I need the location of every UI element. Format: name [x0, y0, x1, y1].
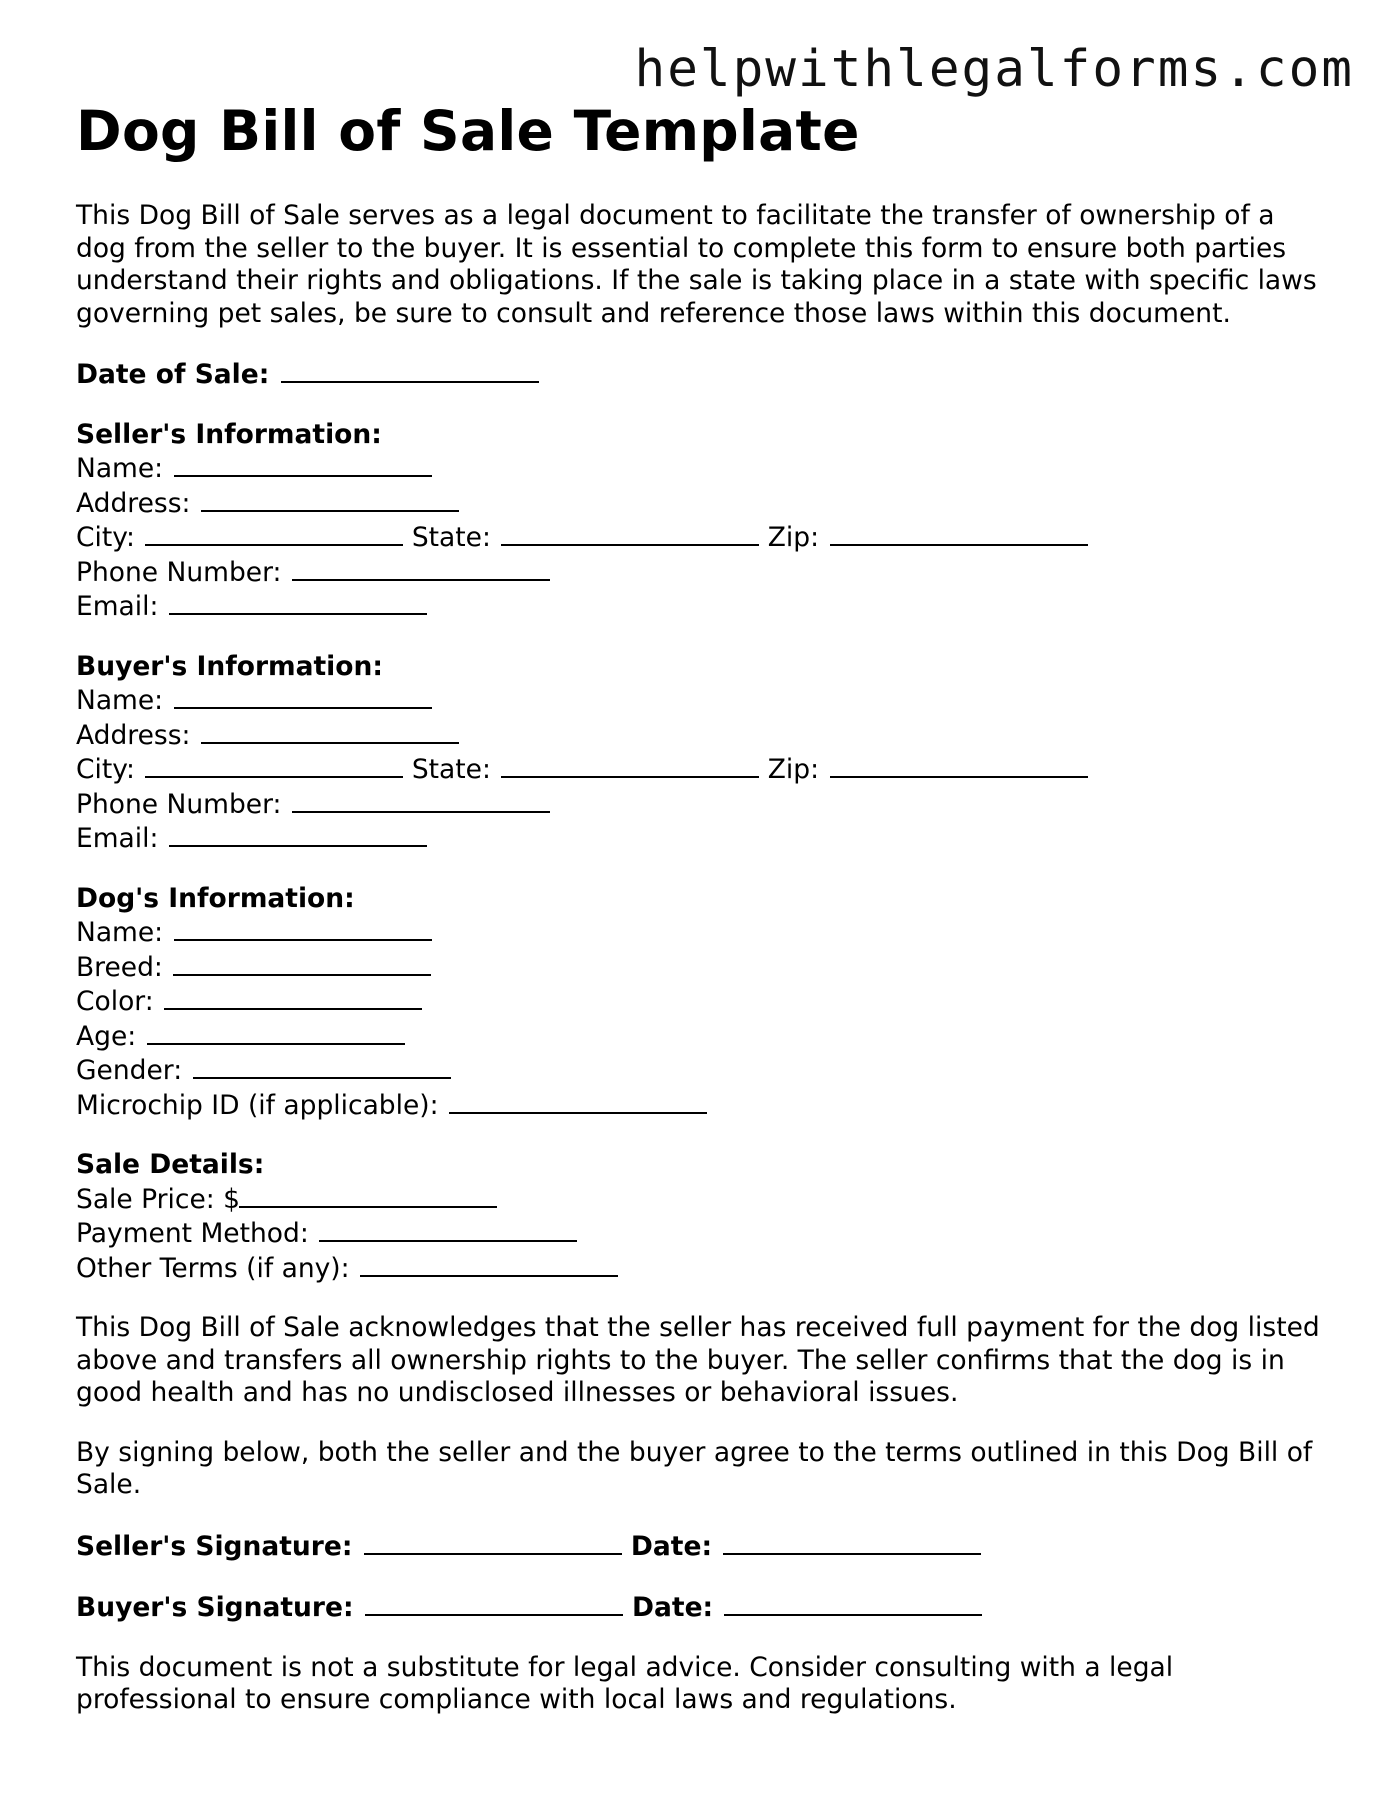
- dog-name-field[interactable]: [174, 915, 432, 941]
- seller-phone-field[interactable]: [292, 555, 550, 581]
- buyer-phone-row: [76, 787, 1326, 822]
- date-of-sale-field[interactable]: [281, 357, 539, 383]
- buyer-name-label: Name:: [76, 685, 164, 716]
- seller-phone-row: [76, 555, 1326, 590]
- dog-breed-row: [76, 950, 1326, 985]
- buyer-signature-field[interactable]: [365, 1590, 623, 1616]
- dog-microchip-label: Microchip ID (if applicable):: [76, 1089, 439, 1121]
- seller-email-row: [76, 589, 1326, 624]
- buyer-email-row: [76, 821, 1326, 856]
- seller-signature-label: Seller's Signature:: [76, 1530, 353, 1562]
- agreement-paragraph: By signing below, both the seller and the buyer agree to the terms outlined in this Dog Bill of Sale.: [76, 1436, 1313, 1500]
- dog-name-row: [76, 915, 1326, 950]
- other-terms-row: [76, 1251, 1326, 1286]
- seller-signature-row: [76, 1529, 1326, 1564]
- seller-signature-date-field[interactable]: [723, 1529, 981, 1555]
- seller-state-field[interactable]: [501, 520, 759, 546]
- other-terms-label: Other Terms (if any):: [76, 1252, 350, 1284]
- seller-address-label: Address:: [76, 487, 191, 519]
- sale-price-label: Sale Price: $: [76, 1183, 241, 1215]
- sale-price-row: [76, 1182, 1326, 1217]
- site-watermark: helpwithlegalforms.com: [634, 40, 1354, 99]
- dog-microchip-field[interactable]: [449, 1088, 707, 1114]
- payment-method-field[interactable]: [319, 1216, 577, 1242]
- sale-price-field[interactable]: [239, 1182, 497, 1208]
- seller-name-row: [76, 451, 1326, 486]
- dog-heading: Dog's Information:: [76, 882, 355, 914]
- dog-gender-field[interactable]: [193, 1053, 451, 1079]
- seller-signature-date-label: Date:: [630, 1530, 713, 1562]
- payment-method-row: [76, 1216, 1326, 1251]
- sale-heading: Sale Details:: [76, 1149, 265, 1180]
- buyer-section: [76, 651, 1326, 856]
- seller-city-field[interactable]: [145, 520, 403, 546]
- acknowledgment-paragraph: This Dog Bill of Sale acknowledges that the seller has received full payment for the dog listed above and transfers all ownership rights to the buyer. The seller confirms that the dog is in good health and has no undisclosed illnesses or behavioral issues.: [76, 1312, 1320, 1408]
- buyer-phone-label: Phone Number:: [76, 788, 282, 820]
- seller-state-label: State:: [411, 522, 491, 553]
- seller-section: [76, 419, 1326, 624]
- buyer-name-field[interactable]: [174, 683, 432, 709]
- intro-paragraph: This Dog Bill of Sale serves as a legal document to facilitate the transfer of ownership of a dog from the seller to the buyer. It is essential to complete this form to ensure both parties understand their rights and obligations. If the sale is taking place in a state with specific laws governing pet sales, be sure to consult and reference those laws within this document.: [76, 200, 1317, 329]
- buyer-city-state-zip-row: [76, 752, 1326, 787]
- buyer-email-label: Email:: [76, 823, 159, 854]
- buyer-phone-field[interactable]: [292, 787, 550, 813]
- buyer-signature-date-field[interactable]: [724, 1590, 982, 1616]
- buyer-zip-label: Zip:: [767, 754, 820, 785]
- dog-color-field[interactable]: [164, 984, 422, 1010]
- disclaimer-paragraph: This document is not a substitute for legal advice. Consider consulting with a legal professional to ensure compliance with local laws and regulations.: [76, 1651, 1174, 1715]
- buyer-address-row: [76, 718, 1326, 753]
- seller-name-field[interactable]: [174, 451, 432, 477]
- seller-name-label: Name:: [76, 453, 164, 484]
- document-title: Dog Bill of Sale Template: [76, 99, 860, 163]
- dog-age-label: Age:: [76, 1020, 137, 1052]
- seller-address-field[interactable]: [201, 486, 459, 512]
- buyer-zip-field[interactable]: [830, 752, 1088, 778]
- buyer-email-field[interactable]: [169, 821, 427, 847]
- date-of-sale-row: [76, 357, 1326, 392]
- buyer-signature-row: [76, 1590, 1326, 1625]
- buyer-signature-label: Buyer's Signature:: [76, 1592, 354, 1623]
- dog-microchip-row: [76, 1088, 1326, 1123]
- buyer-heading: Buyer's Information:: [76, 650, 383, 682]
- dog-gender-row: [76, 1053, 1326, 1088]
- buyer-address-field[interactable]: [201, 718, 459, 744]
- seller-city-state-zip-row: [76, 520, 1326, 555]
- dog-age-row: [76, 1019, 1326, 1054]
- other-terms-field[interactable]: [360, 1251, 618, 1277]
- dog-breed-label: Breed:: [76, 951, 163, 983]
- seller-address-row: [76, 486, 1326, 521]
- dog-age-field[interactable]: [147, 1019, 405, 1045]
- seller-zip-label: Zip:: [767, 522, 820, 553]
- seller-zip-field[interactable]: [830, 520, 1088, 546]
- dog-color-row: [76, 984, 1326, 1019]
- buyer-signature-date-label: Date:: [632, 1592, 714, 1623]
- document-page: [76, 95, 1326, 1717]
- sale-section: [76, 1149, 1326, 1285]
- buyer-city-label: City:: [76, 754, 135, 785]
- seller-heading: Seller's Information:: [76, 418, 382, 450]
- buyer-city-field[interactable]: [145, 752, 403, 778]
- buyer-state-label: State:: [411, 754, 491, 785]
- seller-email-label: Email:: [76, 591, 159, 622]
- seller-phone-label: Phone Number:: [76, 556, 282, 588]
- seller-email-field[interactable]: [169, 589, 427, 615]
- buyer-state-field[interactable]: [501, 752, 759, 778]
- seller-signature-field[interactable]: [364, 1529, 622, 1555]
- date-of-sale-label: Date of Sale:: [76, 359, 270, 390]
- seller-city-label: City:: [76, 522, 135, 553]
- dog-breed-field[interactable]: [173, 950, 431, 976]
- buyer-name-row: [76, 683, 1326, 718]
- dog-gender-label: Gender:: [76, 1055, 183, 1086]
- buyer-address-label: Address:: [76, 719, 191, 751]
- payment-method-label: Payment Method:: [76, 1218, 309, 1249]
- dog-color-label: Color:: [76, 986, 154, 1017]
- dog-section: [76, 883, 1326, 1123]
- dog-name-label: Name:: [76, 917, 164, 948]
